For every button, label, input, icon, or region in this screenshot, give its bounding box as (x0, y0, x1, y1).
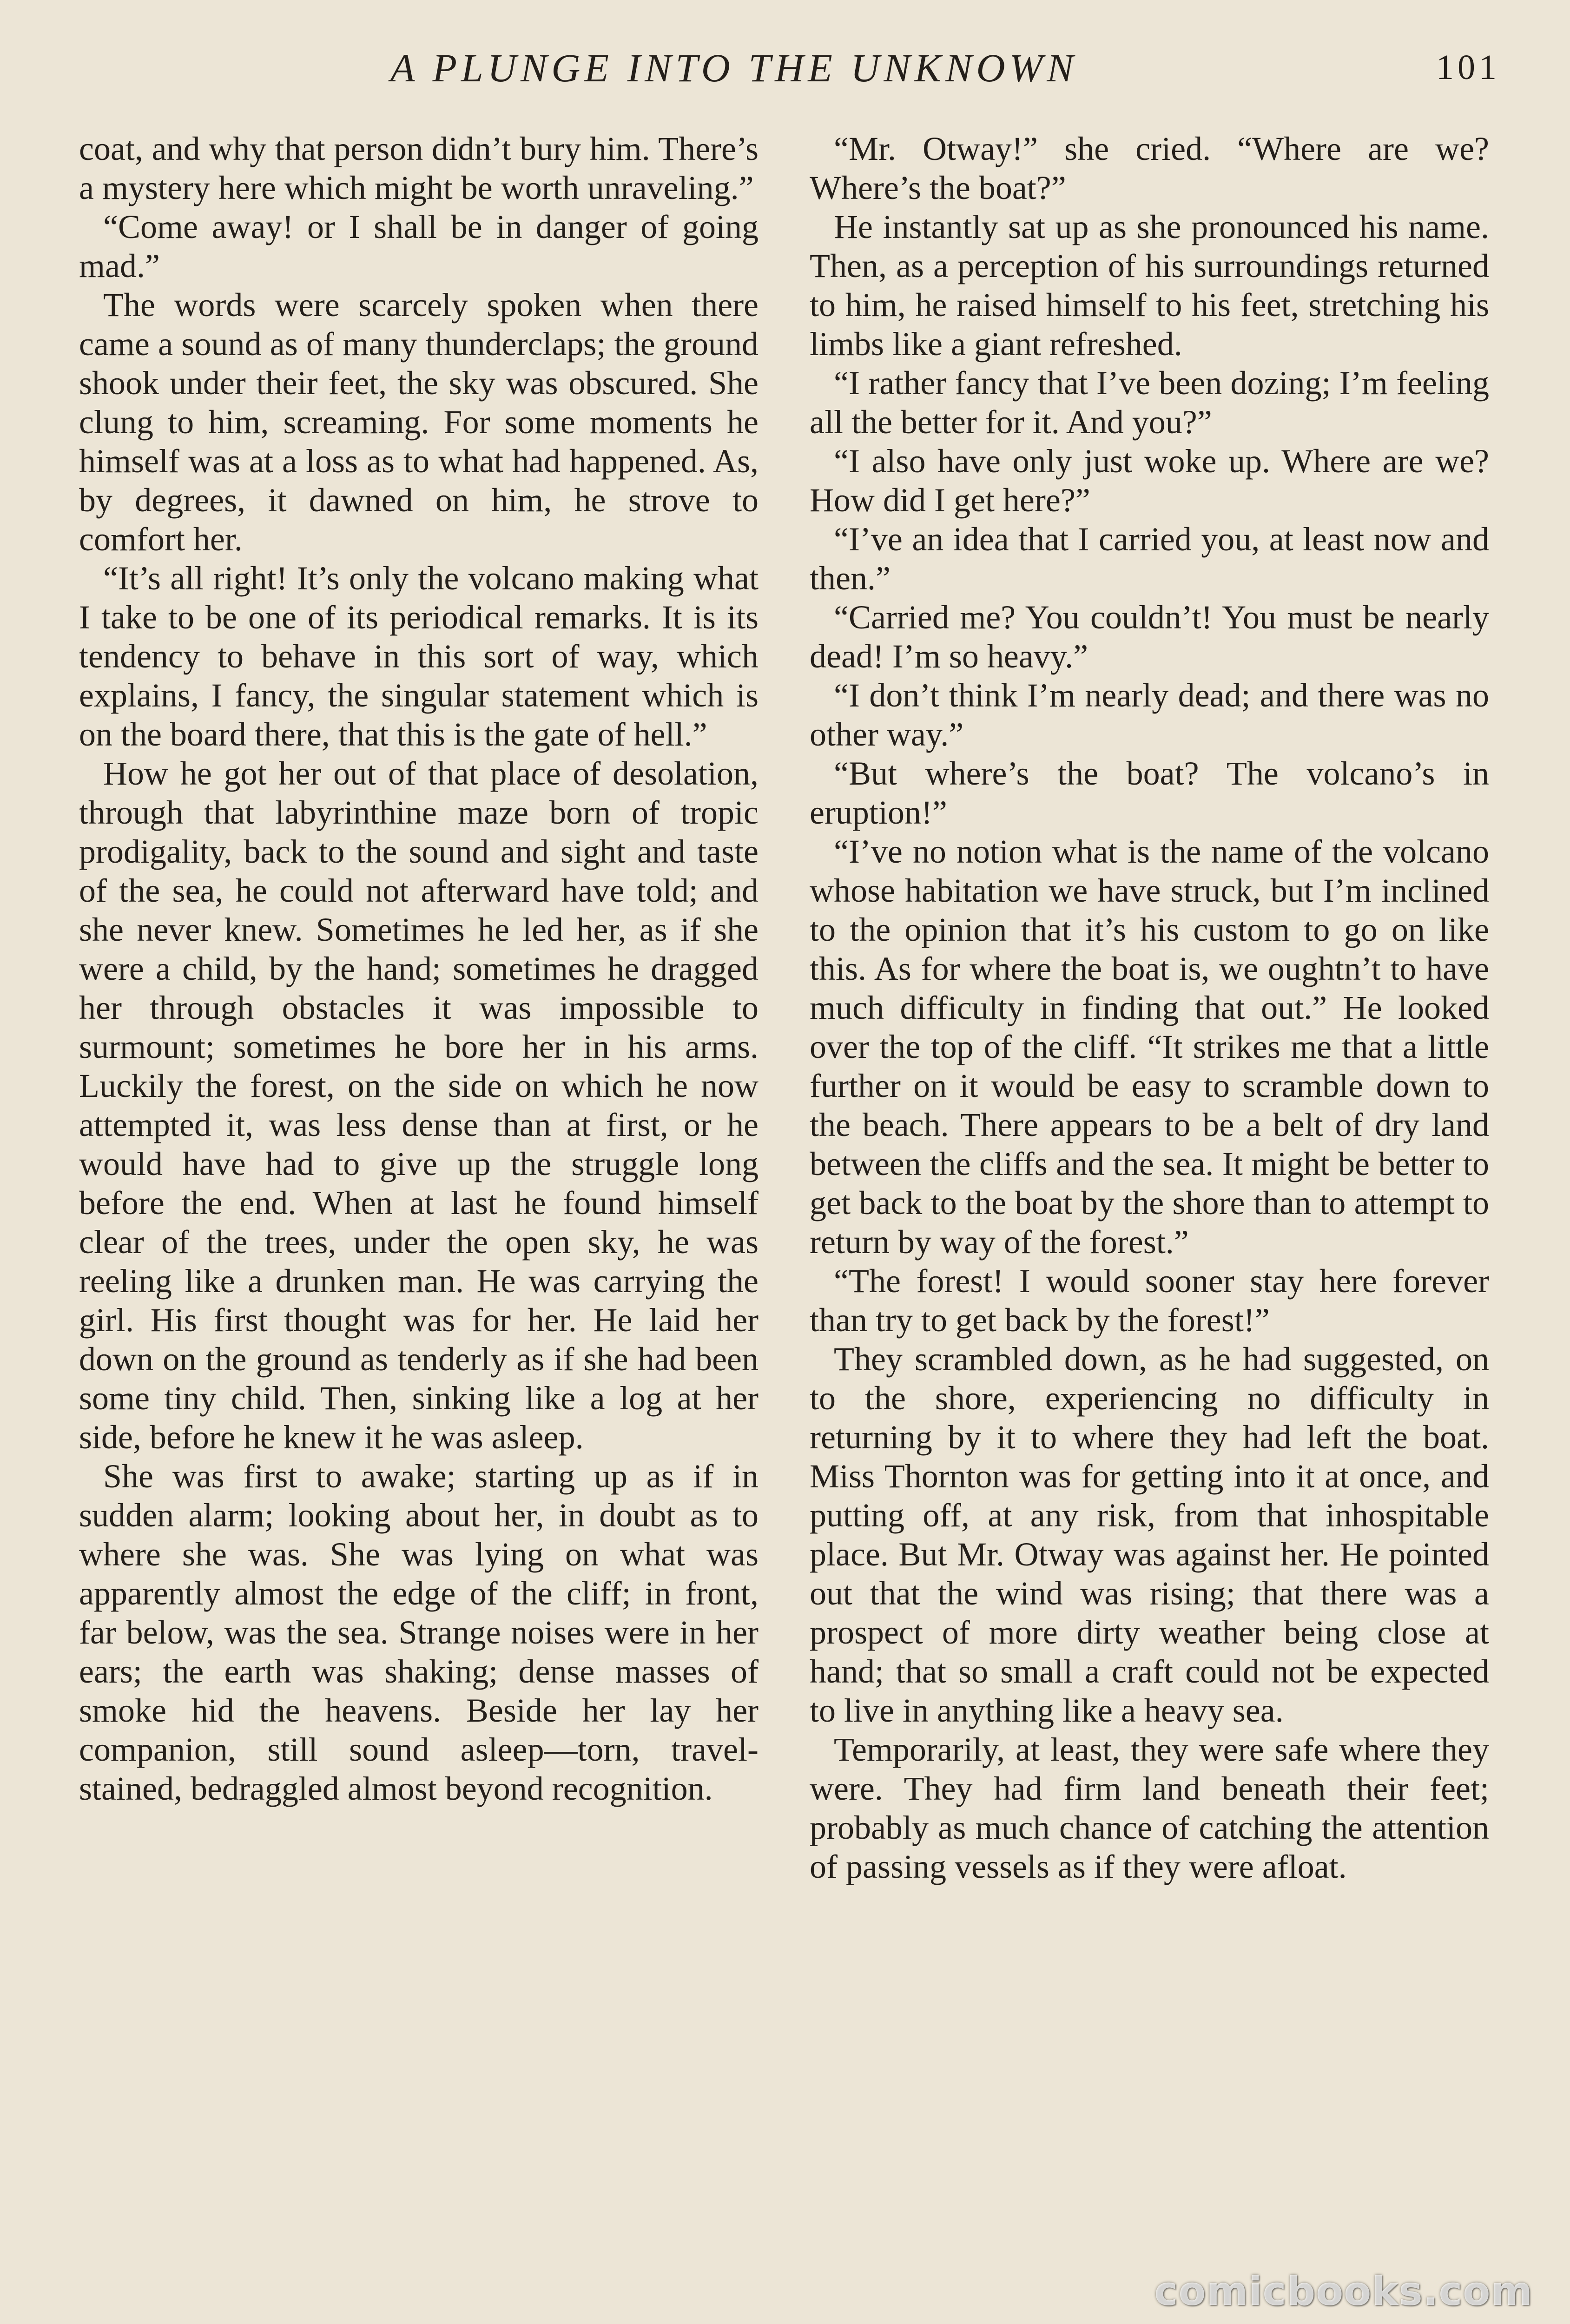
paragraph: She was first to awake; starting up as if in sudden alarm; looking about her, in doubt as to where she was. She was lying on what was apparently almost the edge of the cliff; in front, far below, was the sea. Strange noises were in her ears; the earth was shaking; dense masses of smoke hid the heavens. Beside her lay her companion, still sound asleep—torn, travel-stained, bedraggled almost beyond recognition. (79, 1458, 759, 1807)
page-number: 101 (1436, 48, 1500, 87)
paragraph: “I don’t think I’m nearly dead; and there was no other way.” (810, 677, 1489, 753)
paragraph: “Come away! or I shall be in danger of going mad.” (79, 208, 759, 284)
running-header (0, 45, 1570, 100)
left-text-column (79, 129, 759, 1808)
paragraph: The words were scarcely spoken when there came a sound as of many thunderclaps; the ground shook under their feet, the sky was obscured. She clung to him, screaming. For some moments he himself was at a loss as to what had happened. As, by degrees, it dawned on him, he strove to comfort her. (79, 286, 759, 558)
running-title: A PLUNGE INTO THE UNKNOWN (390, 46, 1078, 90)
paragraph: “I rather fancy that I’ve been dozing; I’m feeling all the better for it. And you?” (810, 364, 1489, 441)
paragraph: “The forest! I would sooner stay here forever than try to get back by the forest!” (810, 1262, 1489, 1339)
paragraph: They scrambled down, as he had suggested, on to the shore, experiencing no difficulty in returning by it to where they had left the boat. Miss Thornton was for getting into it at once, and putting off, at any risk, from that inhospitable place. But Mr. Otway was against her. He pointed out that the wind was rising; that there was a prospect of more dirty weather being close at hand; that so small a craft could not be expected to live in anything like a heavy sea. (810, 1340, 1489, 1729)
paragraph: “Carried me? You couldn’t! You must be nearly dead! I’m so heavy.” (810, 599, 1489, 675)
paragraph: “But where’s the boat? The volcano’s in eruption!” (810, 755, 1489, 831)
paragraph: “It’s all right! It’s only the volcano making what I take to be one of its periodical remarks. It is its tendency to behave in this sort of way, which explains, I fancy, the singular statement which is on the board there, that this is the gate of hell.” (79, 560, 759, 753)
paragraph: “I also have only just woke up. Where are we? How did I get here?” (810, 442, 1489, 519)
watermark-text: comicbooks.com (1154, 2268, 1533, 2315)
paragraph: coat, and why that person didn’t bury him. There’s a mystery here which might be worth unraveling.” (79, 130, 759, 206)
paragraph: How he got her out of that place of desolation, through that labyrinthine maze born of tropic prodigality, back to the sound and sight and taste of the sea, he could not afterward have told; and she never knew. Sometimes he led her, as if she were a child, by the hand; sometimes he dragged her through obstacles it was impossible to surmount; sometimes he bore her in his arms. Luckily the forest, on the side on which he now attempted it, was less dense than at first, or he would have had to give up the struggle long before the end. When at last he found himself clear of the trees, under the open sky, he was reeling like a drunken man. He was carrying the girl. His first thought was for her. He laid her down on the ground as tenderly as if she had been some tiny child. Then, sinking like a log at her side, before he knew it he was asleep. (79, 755, 759, 1456)
paragraph: “I’ve an idea that I carried you, at least now and then.” (810, 521, 1489, 597)
paragraph: “I’ve no notion what is the name of the volcano whose habitation we have struck, but I’m inclined to the opinion that it’s his custom to go on like this. As for where the boat is, we oughtn’t to have much difficulty in finding that out.” He looked over the top of the cliff. “It strikes me that a little further on it would be easy to scramble down to the beach. There appears to be a belt of dry land between the cliffs and the sea. It might be better to get back to the boat by the shore than to attempt to return by way of the forest.” (810, 833, 1489, 1261)
paragraph: Temporarily, at least, they were safe where they were. They had firm land beneath their feet; probably as much chance of catching the attention of passing vessels as if they were afloat. (810, 1731, 1489, 1885)
paragraph: He instantly sat up as she pronounced his name. Then, as a perception of his surroundings returned to him, he raised himself to his feet, stretching his limbs like a giant refreshed. (810, 208, 1489, 363)
right-text-column (810, 129, 1489, 1886)
paragraph: “Mr. Otway!” she cried. “Where are we? Where’s the boat?” (810, 130, 1489, 206)
